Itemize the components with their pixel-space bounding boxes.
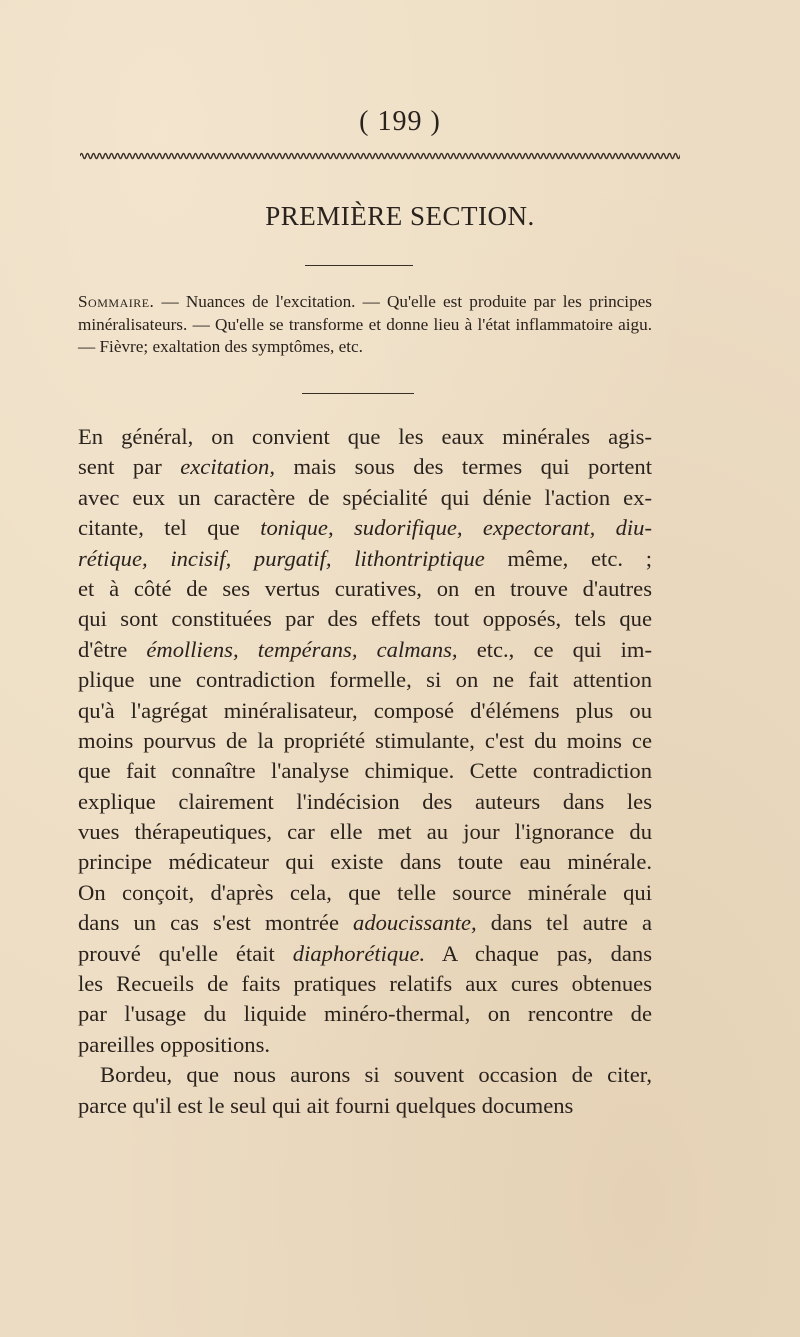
text-run: Bordeu, que nous aurons si souvent occasion de citer, bbox=[100, 1062, 652, 1088]
ornamental-rule-icon bbox=[80, 150, 680, 162]
text-line bbox=[78, 452, 652, 482]
summary-paragraph bbox=[78, 291, 652, 359]
text-run: explique clairement l'indécision des auteurs dans les bbox=[78, 788, 652, 814]
text-run: même, etc. ; bbox=[484, 545, 652, 571]
text-run: principe médicateur qui existe dans toute eau minérale. bbox=[78, 849, 652, 875]
italic-term: diaphorétique. bbox=[292, 940, 426, 966]
italic-term: rétique, incisif, purgatif, lithontriptique bbox=[78, 545, 485, 571]
text-run: moins pourvus de la propriété stimulante, c'est du moins ce bbox=[78, 727, 652, 753]
text-line bbox=[78, 574, 652, 604]
text-run: plique une contradiction formelle, si on ne fait attention bbox=[78, 667, 652, 693]
text-line bbox=[78, 1060, 652, 1090]
text-line bbox=[78, 483, 652, 513]
text-line bbox=[78, 665, 652, 695]
text-line bbox=[78, 939, 652, 969]
text-line bbox=[78, 1030, 652, 1060]
text-run: par l'usage du liquide minéro-thermal, on rencontre de bbox=[78, 1001, 652, 1027]
text-line bbox=[78, 1091, 652, 1121]
text-run: parce qu'il est le seul qui ait fourni quelques documens bbox=[78, 1092, 574, 1118]
text-line bbox=[78, 908, 652, 938]
body-text bbox=[78, 422, 652, 1121]
text-run: sent par bbox=[78, 454, 181, 480]
text-run: que fait connaître l'analyse chimique. Cette contradiction bbox=[78, 758, 652, 784]
text-run: les Recueils de faits pratiques relatifs aux cures obtenues bbox=[78, 971, 652, 997]
title-divider bbox=[305, 265, 413, 266]
text-line bbox=[78, 756, 652, 786]
summary-text: — Nuances de l'excitation. — Qu'elle est produite par les principes minéralisateurs. — Qu'elle se transforme et donne lieu à l'état inflammatoire aigu. — Fièvre; exaltation des symptômes, etc. bbox=[78, 292, 652, 356]
text-run: On conçoit, d'après cela, que telle source minérale qui bbox=[78, 879, 652, 905]
text-run: mais sous des termes qui portent bbox=[274, 454, 652, 480]
text-line bbox=[78, 696, 652, 726]
text-line bbox=[78, 999, 652, 1029]
text-run: etc., ce qui im- bbox=[457, 636, 653, 662]
text-line bbox=[78, 544, 652, 574]
text-run: A chaque pas, dans bbox=[425, 940, 652, 966]
text-run: d'être bbox=[78, 636, 147, 662]
italic-term: adoucissante, bbox=[353, 910, 477, 936]
text-line bbox=[78, 422, 652, 452]
text-run: pareilles oppositions. bbox=[78, 1031, 271, 1057]
text-line bbox=[78, 635, 652, 665]
section-title: PREMIÈRE SECTION. bbox=[265, 201, 535, 231]
text-line bbox=[78, 847, 652, 877]
page-number: ( 199 ) bbox=[359, 106, 441, 137]
text-line bbox=[78, 878, 652, 908]
text-run: dans tel autre a bbox=[476, 910, 652, 936]
text-run: et à côté de ses vertus curatives, on en trouve d'autres bbox=[78, 575, 652, 601]
text-line bbox=[78, 817, 652, 847]
text-line bbox=[78, 604, 652, 634]
text-run: citante, tel que bbox=[78, 515, 261, 541]
italic-term: excitation, bbox=[180, 454, 275, 480]
text-line bbox=[78, 726, 652, 756]
text-line bbox=[78, 969, 652, 999]
text-run: qui sont constituées par des effets tout opposés, tels que bbox=[78, 606, 652, 632]
italic-term: émolliens, tempérans, calmans, bbox=[146, 636, 458, 662]
text-run: dans un cas s'est montrée bbox=[78, 910, 354, 936]
summary-label: Sommaire. bbox=[78, 292, 155, 311]
summary-divider bbox=[302, 393, 414, 394]
text-line bbox=[78, 513, 652, 543]
text-run: vues thérapeutiques, car elle met au jour l'ignorance du bbox=[78, 819, 652, 845]
text-line bbox=[78, 787, 652, 817]
text-run: avec eux un caractère de spécialité qui dénie l'action ex- bbox=[78, 484, 652, 510]
text-run: prouvé qu'elle était bbox=[78, 940, 293, 966]
text-run: qu'à l'agrégat minéralisateur, composé d'élémens plus ou bbox=[78, 697, 652, 723]
italic-term: tonique, sudorifique, expectorant, diu- bbox=[260, 515, 652, 541]
text-run: En général, on convient que les eaux minérales agis- bbox=[78, 424, 652, 449]
